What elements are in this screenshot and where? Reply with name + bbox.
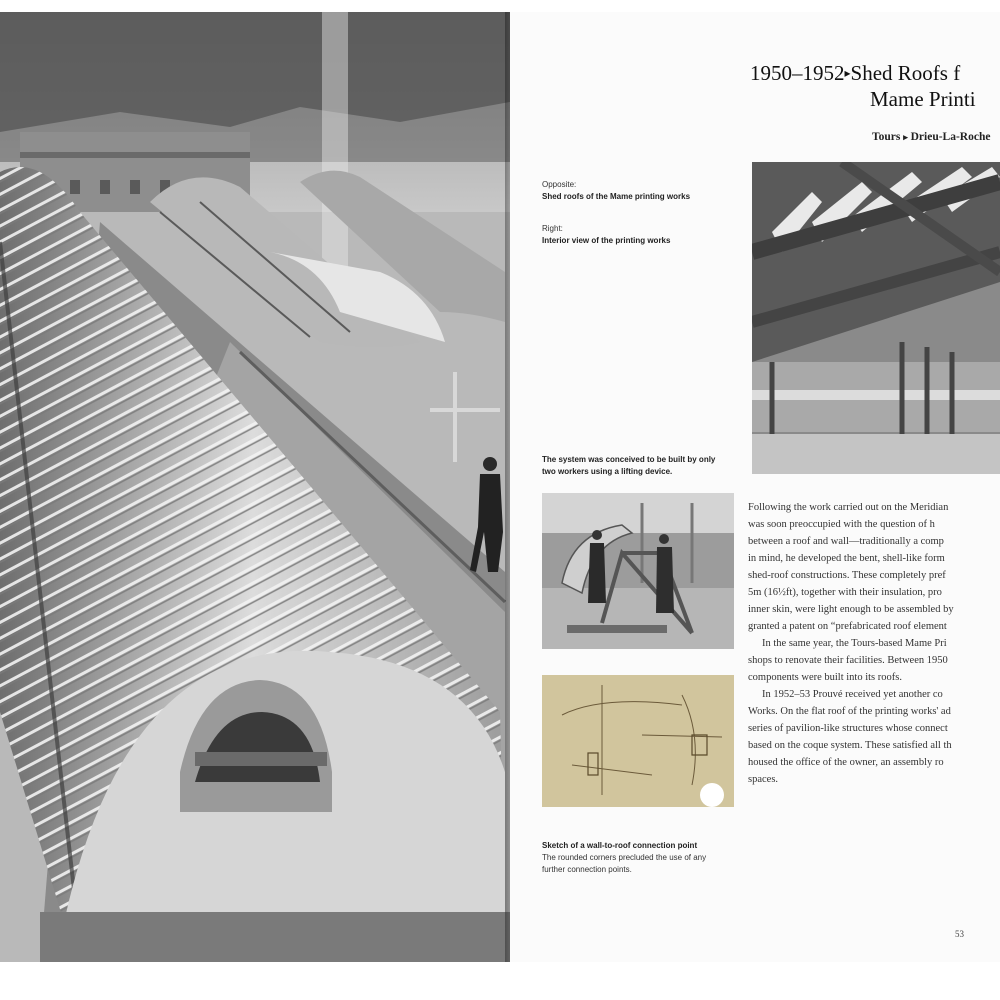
heading-title-line1: Shed Roofs f xyxy=(850,61,961,85)
body-line: series of pavilion-like structures whose connect xyxy=(748,723,948,734)
body-line: shops to renovate their facilities. Between 1950 xyxy=(748,655,948,666)
heading-years: 1950–1952 xyxy=(750,61,845,85)
body-paragraph-3 xyxy=(748,686,1000,788)
shed-roofs-photo xyxy=(0,12,510,962)
caption-sketch-line1: The rounded corners precluded the use of any xyxy=(542,853,707,862)
body-paragraph-2 xyxy=(748,635,1000,686)
caption-system-line1: The system was conceived to be built by only xyxy=(542,455,716,464)
caption-opposite xyxy=(542,179,690,203)
body-line: in mind, he developed the bent, shell-like form xyxy=(748,553,945,564)
caption-opposite-label: Opposite: xyxy=(542,180,577,189)
interior-view-photo xyxy=(752,162,1000,474)
heading-title-line2: Mame Printi xyxy=(870,87,976,111)
caption-sketch xyxy=(542,840,706,876)
caption-right xyxy=(542,223,670,247)
caption-sketch-title: Sketch of a wall-to-roof connection point xyxy=(542,841,698,850)
body-line: shed-roof constructions. These completely pref xyxy=(748,570,946,581)
body-paragraph-1 xyxy=(748,499,1000,635)
body-line: spaces. xyxy=(748,774,779,785)
body-line: housed the office of the owner, an assembly ro xyxy=(748,757,944,768)
right-page xyxy=(510,12,1000,962)
body-line: inner skin, were light enough to be assembled by xyxy=(748,604,954,615)
workers-lifting-photo xyxy=(542,493,734,649)
page-number: 53 xyxy=(955,929,964,939)
caption-right-label: Right: xyxy=(542,224,563,233)
caption-sketch-line2: further connection points. xyxy=(542,865,632,874)
body-line: In 1952–53 Prouvé received yet another co xyxy=(762,689,943,700)
connection-sketch-image xyxy=(542,675,734,807)
body-line: granted a patent on “prefabricated roof element xyxy=(748,621,947,632)
caption-right-text: Interior view of the printing works xyxy=(542,236,671,245)
location-city: Tours xyxy=(872,131,901,143)
chapter-heading xyxy=(750,60,976,112)
body-line: Following the work carried out on the Meridian xyxy=(748,502,949,513)
location-architect: Drieu-La-Roche xyxy=(910,131,991,143)
body-line: components were built into its roofs. xyxy=(748,672,902,683)
caption-system-line2: two workers using a lifting device. xyxy=(542,467,673,476)
body-line: between a roof and wall—traditionally a comp xyxy=(748,536,944,547)
location-line xyxy=(872,131,990,143)
body-line: In the same year, the Tours-based Mame Pri xyxy=(762,638,947,649)
body-line: based on the coque system. These satisfied all th xyxy=(748,740,952,751)
left-page-photo xyxy=(0,12,510,962)
location-arrow-icon: ▸ xyxy=(903,132,908,142)
body-line: Works. On the flat roof of the printing works' ad xyxy=(748,706,951,717)
caption-system xyxy=(542,454,715,478)
caption-opposite-text: Shed roofs of the Mame printing works xyxy=(542,192,691,201)
heading-arrow-icon: ▸ xyxy=(844,66,851,80)
body-line: 5m (16½ft), together with their insulation, pro xyxy=(748,587,942,598)
body-text xyxy=(748,499,1000,788)
body-line: was soon preoccupied with the question of h xyxy=(748,519,935,530)
